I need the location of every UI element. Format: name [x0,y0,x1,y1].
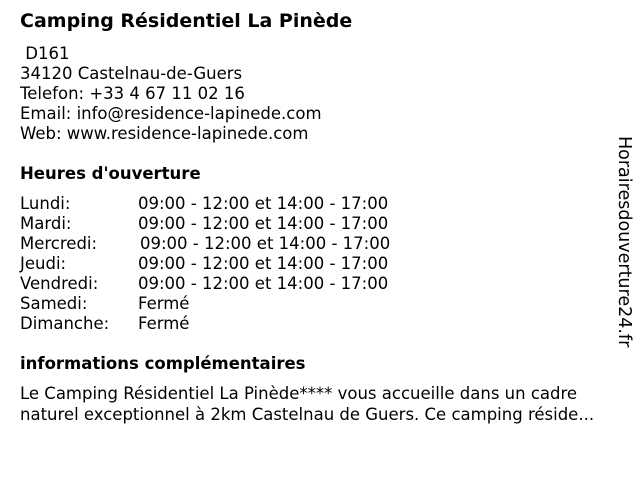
day-label: Samedi: [20,294,88,313]
hours-heading: Heures d'ouverture [20,164,201,183]
time-value: 09:00 - 12:00 et 14:00 - 17:00 [138,194,389,213]
web-line[interactable]: Web: www.residence-lapinede.com [20,124,309,143]
description-line: naturel exceptionnel à 2km Castelnau de Guers. Ce camping réside... [20,405,595,424]
time-value: Fermé [138,294,190,313]
day-label: Jeudi: [20,254,67,273]
day-label: Mardi: [20,214,72,233]
day-label: Dimanche: [20,314,110,333]
address-city: 34120 Castelnau-de-Guers [20,64,243,83]
description-line: Le Camping Résidentiel La Pinède**** vous accueille dans un cadre [20,384,578,403]
watermark-text: Horairesdouverture24.fr [614,136,634,348]
page-title: Camping Résidentiel La Pinède [20,10,353,32]
email-line[interactable]: Email: info@residence-lapinede.com [20,104,322,123]
time-value: 09:00 - 12:00 et 14:00 - 17:00 [138,214,389,233]
phone-line[interactable]: Telefon: +33 4 67 11 02 16 [20,84,245,103]
info-heading: informations complémentaires [20,354,306,373]
time-value: 09:00 - 12:00 et 14:00 - 17:00 [140,234,391,253]
time-value: 09:00 - 12:00 et 14:00 - 17:00 [138,254,389,273]
time-value: 09:00 - 12:00 et 14:00 - 17:00 [138,274,389,293]
day-label: Vendredi: [20,274,99,293]
day-label: Mercredi: [20,234,98,253]
day-label: Lundi: [20,194,71,213]
time-value: Fermé [138,314,190,333]
address-street: D161 [20,44,70,63]
watermark [612,136,636,346]
address-block [20,44,322,144]
description [20,383,630,425]
